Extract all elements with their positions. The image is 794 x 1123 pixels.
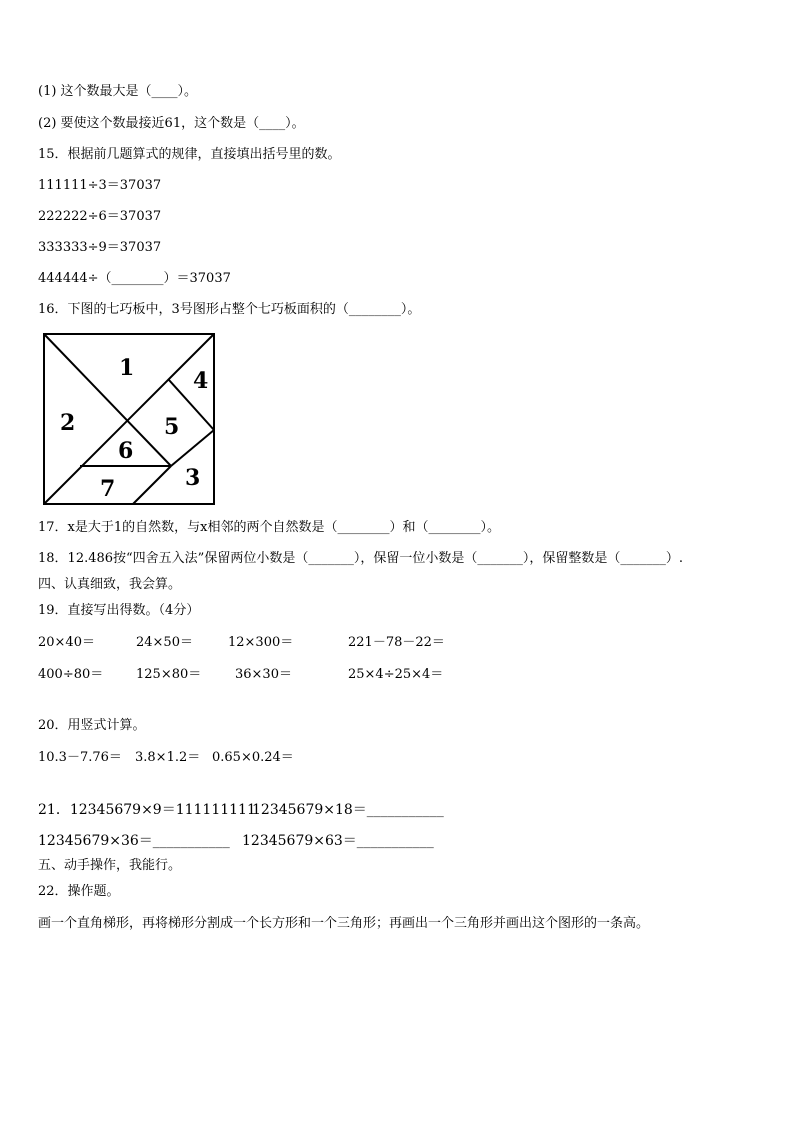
q16-stem: 16．下图的七巧板中，3号图形占整个七巧板面积的（________）。 <box>38 302 421 317</box>
tangram-edge <box>44 334 171 466</box>
section5-title: 五、动手操作，我能行。 <box>38 858 182 873</box>
q21-item: 12345679×36＝___________ <box>38 833 230 849</box>
q15-equation-4: 444444÷（________）＝37037 <box>38 271 231 286</box>
q21-item: 12345679×63＝___________ <box>242 833 434 849</box>
q21-item: 12345679×18＝___________ <box>252 802 444 818</box>
q20-stem: 20．用竖式计算。 <box>38 718 146 733</box>
section4-title: 四、认真细致，我会算。 <box>38 577 182 592</box>
q19-item: 36×30＝ <box>235 667 292 682</box>
q21-item: 21．12345679×9＝111111111 <box>38 802 256 818</box>
tangram-label-2: 2 <box>60 410 76 436</box>
q19-item: 20×40＝ <box>38 635 95 650</box>
tangram-figure <box>42 332 218 508</box>
q19-item: 24×50＝ <box>136 635 193 650</box>
q19-item: 221－78－22＝ <box>348 635 445 650</box>
q19-stem: 19．直接写出得数。（4分） <box>38 603 200 618</box>
q19-item: 12×300＝ <box>228 635 294 650</box>
tangram-label-6: 6 <box>118 438 134 464</box>
q19-item: 25×4÷25×4＝ <box>348 667 444 682</box>
tangram-label-7: 7 <box>100 476 116 502</box>
tangram-edge <box>133 466 171 504</box>
tangram-label-1: 1 <box>119 355 135 381</box>
q15-equation-2: 222222÷6＝37037 <box>38 209 162 224</box>
q22-stem: 22．操作题。 <box>38 884 120 899</box>
tangram-label-5: 5 <box>164 414 180 440</box>
q14-part1: (1) 这个数最大是（____）。 <box>38 84 198 99</box>
tangram-label-3: 3 <box>185 465 201 491</box>
q22-text: 画一个直角梯形，再将梯形分割成一个长方形和一个三角形；再画出一个三角形并画出这个图形的一条高。 <box>38 916 650 931</box>
q19-item: 125×80＝ <box>136 667 202 682</box>
tangram-label-4: 4 <box>193 368 209 394</box>
q15-equation-1: 111111÷3＝37037 <box>38 178 162 193</box>
q14-part2: (2) 要使这个数最接近61，这个数是（____）。 <box>38 116 305 131</box>
q15-equation-3: 333333÷9＝37037 <box>38 240 162 255</box>
q18-stem: 18．12.486按“四舍五入法”保留两位小数是（_______），保留一位小数是（_______），保留整数是（_______）. <box>38 551 683 566</box>
q15-stem: 15．根据前几题算式的规律，直接填出括号里的数。 <box>38 147 341 162</box>
q19-item: 400÷80＝ <box>38 667 104 682</box>
q20-item: 10.3－7.76＝ <box>38 750 122 765</box>
q20-item: 0.65×0.24＝ <box>212 750 294 765</box>
q20-item: 3.8×1.2＝ <box>135 750 201 765</box>
q17-stem: 17．x是大于1的自然数，与x相邻的两个自然数是（________）和（________）。 <box>38 520 500 535</box>
